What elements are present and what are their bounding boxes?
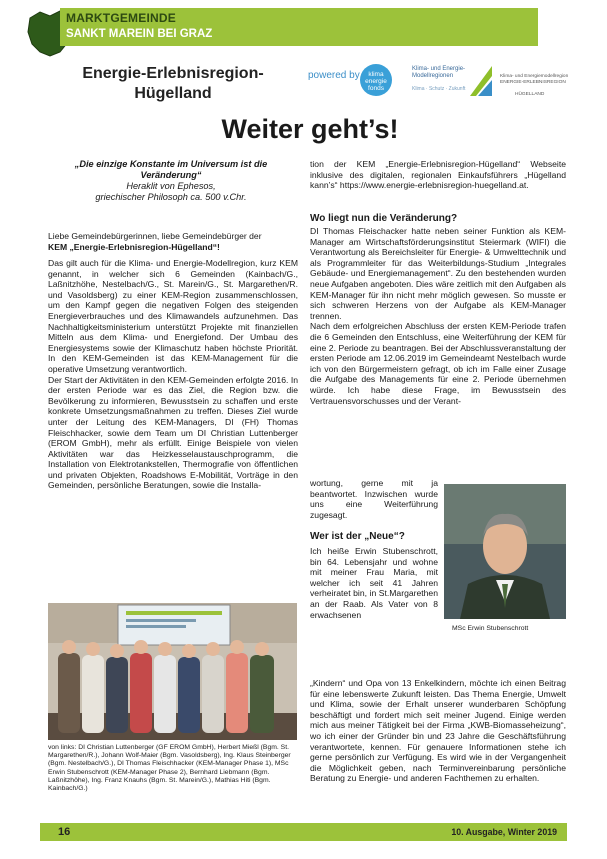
right-column-body <box>310 226 566 406</box>
portrait-photo <box>444 484 566 619</box>
paragraph: Das gilt auch für die Klima- und Energie-Modellregion, kurz KEM genannt, in welcher sich 6 Gemeinden (Kainbach/G., Laßnitzhöhe, Nestelbach/G., St. Marein/G., St. Margarethen/R. und Vasoldsberg) zu einer KEM-Region zusammenschlossen, um den Kampf gegen die negativen Folgen des steigenden Energieverbrauches und des Klimawandels aufzunehmen. Das Nachhaltigkeitsministerium unterstützt Projekte mit finanziellen Mitteln aus dem Klima- und Energiefond. Der Umbau des Energiesystems sowie der Klimaschutz haben höchste Priorität. In den KEM-Gemeinden ist das KEM-Management für die operative Umsetzung verantwortlich. <box>48 258 298 374</box>
intro-quote <box>60 159 282 203</box>
banner-municipality-label: MARKTGEMEINDE <box>66 11 176 25</box>
quote-text: „Die einzige Konstante im Universum ist die Veränderung“ <box>74 159 268 180</box>
klima-fonds-logo-text: klima energie fonds <box>365 71 387 92</box>
article-headline: Weiter geht’s! <box>221 114 399 144</box>
paragraph: DI Thomas Fleischacker hatte neben seiner Funktion als KEM-Manager am Wirtschaftsförderungsinstitut Steiermark (WIFI) die Verantwortung als Bereichsleiter für Energie- & Umwelttechnik und als Programmleiter für das Weiterbildungs-Studium „Integrales Gebäude- und Energiemanagement“. Zu den bestehenden wurden neue Aufgaben angeboten. Dies wäre zeitlich mit den Aufgaben als KEM-Manager für ihn nicht mehr möglich gewesen. So musste er sich schweren Herzens von der Aufgabe als KEM-Manager trennen. <box>310 226 566 321</box>
sponsor-logos <box>300 62 590 104</box>
ehr-logo-subtitle: HÜGELLAND <box>515 92 545 97</box>
right-column-body-bottom: „Kindern“ und Opa von 13 Enkelkindern, möchte ich einen Beitrag für eine lebenswerte Zukunft leisten. Das Thema Energie, Umwelt und Klima, sowie der Erhalt unserer wunderbaren Schöpfung beschäftigt und fordert mich seit meiner Jugend. Einige werden mich aus meiner Tätigkeit bei der Firma „KWB-Biomasseheizung“, wo ich einer der Gründer bin und 23 Jahre die Geschäftsführung verantwortete, kennen. Für genauere Informationen stehe ich gerne persönlich zur Verfügung. Es wird wie in der Vergangenheit die Möglichkeit geben, nach Terminvereinbarung persönliche Beratung zu Energie- und anderen Fachthemen zu erhalten. <box>310 678 566 784</box>
greeting <box>48 231 298 253</box>
right-column-body-narrow: Ich heiße Erwin Stubenschrott, bin 64. Lebensjahr und wohne mit meiner Frau Maria, mit welcher ich seit 41 Jahren verheiratet bin, in St.Margarethen an der Raab. Als Vater von 8 erwachsenen <box>310 546 438 620</box>
footer-bar <box>40 823 567 841</box>
paragraph: Der Start der Aktivitäten in den KEM-Gemeinden erfolgte 2016. In der ersten Periode war es das Ziel, die Region bzw. die Bevölkerung zu informieren, Bewusstsein zu schaffen und erste konkrete Umsetzungsmaßnahmen zu treffen. Dieses Ziel wurde unter der Leitung des KEM-Managers, DI (FH) Thomas Fleischhacker, sowie dem Team um DI Christian Luttenberger (EROM GmbH), mehr als erfüllt. Einige Beispiele von vielen Aktivitäten war das Heizkesselaustauschprogramm, die Installation von Elektrotankstellen, Thermografie von öffentlichen und privaten Objekten, Roadshows E-Mobilität, Vorträge in den Gemeinden, persönliche Beratungen, sowie die Installa- <box>48 374 298 491</box>
kem-swoosh-icon <box>468 64 494 98</box>
paragraph: Nach dem erfolgreichen Abschluss der ersten KEM-Periode trafen die 6 Gemeinden den Entschluss, eine Weiterführung der KEM für eine 2. Periode zu beantragen. Bei der Abschlussveranstaltung der ersten Periode am 12.06.2019 im Gemeindeamt Nestelbach wurde ich von den Bürgermeistern gefragt, ob ich im Falle einer Zusage die Aufgabe des Managements für eine 2. Periode übernehmen würde. Ich habe diese Frage, im Bewusstsein des Vertrauensvorschusses und der Verant- <box>310 321 566 406</box>
ehr-logo-title: Klima- und Energiemodellregion ENERGIE-ERLEBNISREGION <box>500 74 569 85</box>
portrait-caption: MSc Erwin Stubenschrott <box>452 625 529 632</box>
section-heading: Wer ist der „Neue“? <box>310 531 405 542</box>
header-banner <box>60 8 538 46</box>
section-heading: Wo liegt nun die Veränderung? <box>310 213 458 224</box>
greeting-line-1: Liebe Gemeindebürgerinnen, liebe Gemeindebürger der <box>48 231 262 241</box>
kem-logo-title: Klima- und Energie-Modellregionen <box>412 66 466 79</box>
banner-municipality-name: SANKT MAREIN BEI GRAZ <box>66 28 213 40</box>
greeting-line-2: KEM „Energie-Erlebnisregion-Hügelland“! <box>48 242 220 252</box>
page-number: 16 <box>58 826 71 838</box>
quote-author: Heraklit von Ephesos, <box>126 181 216 191</box>
issue-label: 10. Ausgabe, Winter 2019 <box>451 827 557 837</box>
right-column-body-narrow: wortung, gerne mit ja beantwortet. Inzwischen wurde uns eine Weiterführung zugesagt. <box>310 478 438 520</box>
group-photo <box>48 603 297 740</box>
region-title: Energie-Erlebnisregion-Hügelland <box>82 65 264 102</box>
kem-logo-subtitle: Klima · Schutz · Zukunft <box>412 86 466 92</box>
right-column-top: tion der KEM „Energie-Erlebnisregion-Hügelland“ Webseite inklusive des digitalen, regionalen Einkaufsführers „Hügelland kann’s“ https://www.energie-erlebnisregion-huegelland.at. <box>310 159 566 191</box>
left-column-body <box>48 258 298 491</box>
powered-by-label: powered by <box>308 70 360 81</box>
quote-author-role: griechischer Philosoph ca. 500 v.Chr. <box>95 192 247 202</box>
group-photo-caption: von links: DI Christian Luttenberger (GF EROM GmbH), Herbert Mießl (Bgm. St. Margarethen/R.), Johann Wolf-Maier (Bgm. Vasoldsberg), Ing. Klaus Steinberger (Bgm. Nestelbach/G.), DI Thomas Fleischhacker (KEM-Manager Phase 1), MSc Erwin Stubenschrott (KEM-Manager Phase 2), Bernhard Liebmann (Bgm. Laßnitzhöhe), Ing. Franz Knauhs (Bgm. St. Marein/G.), Mathias Hiti (Bgm. Kainbach/G.) <box>48 744 291 793</box>
